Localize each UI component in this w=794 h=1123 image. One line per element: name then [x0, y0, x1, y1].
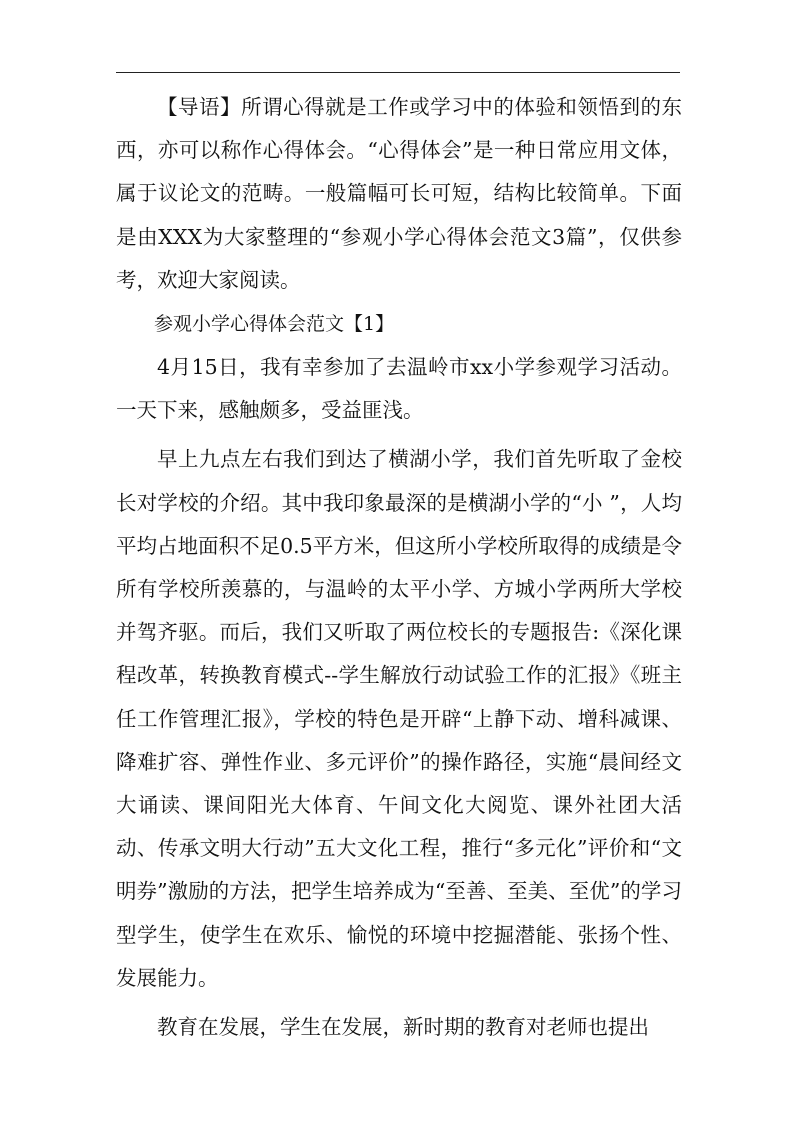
body-paragraph: 教育在发展，学生在发展，新时期的教育对老师也提出: [157, 1015, 649, 1040]
intro-paragraph: 【导语】所谓心得就是工作或学习中的体验和领悟到的东西，亦可以称作心得体会。“心得体会”是一种日常应用文体，属于议论文的范畴。一般篇幅可长可短，结构比较简单。下面是由XXX为大家整理的“参观小学心得体会范文3篇”，仅供参考，欢迎大家阅读。: [116, 95, 682, 292]
document-body: [116, 86, 682, 1049]
body-paragraph: 4月15日，我有幸参加了去温岭市xx小学参观学习活动。一天下来，感触颇多，受益匪浅。: [116, 355, 682, 423]
header-rule: [116, 72, 680, 73]
section-title: 参观小学心得体会范文【1】: [154, 313, 395, 336]
body-paragraph: 早上九点左右我们到达了横湖小学，我们首先听取了金校长对学校的介绍。其中我印象最深的是横湖小学的“小 ”，人均平均占地面积不足0.5平方米，但这所小学校所取得的成绩是令所有学校所羡慕的，与温岭的太平小学、方城小学两所大学校并驾齐驱。而后，我们又听取了两位校长的专题报告:《深化课程改革，转换教育模式--学生解放行动试验工作的汇报》《班主任工作管理汇报》，学校的特色是开辟“上静下动、增科减课、降难扩容、弹性作业、多元评价”的操作路径，实施“晨间经文大诵读、课间阳光大体育、午间文化大阅览、课外社团大活动、传承文明大行动”五大文化工程，推行“多元化”评价和“文明券”激励的方法，把学生培养成为“至善、至美、至优”的学习型学生，使学生在欢乐、愉悦的环境中挖掘潜能、张扬个性、发展能力。: [116, 447, 682, 990]
